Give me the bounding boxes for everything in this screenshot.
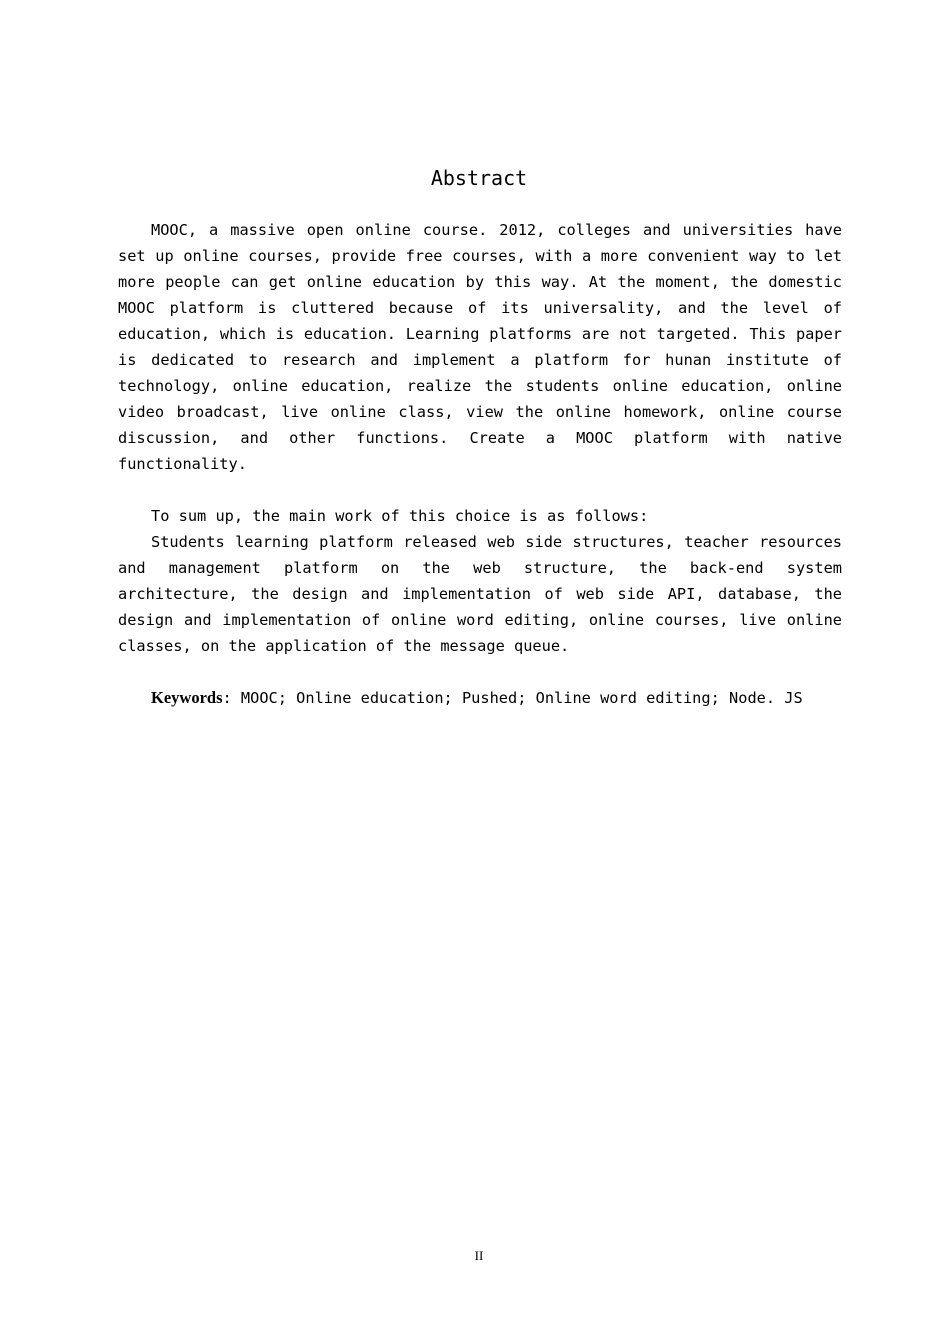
keywords-label: Keywords <box>151 688 223 707</box>
abstract-body-block-2 <box>118 503 842 659</box>
abstract-paragraph-intro: MOOC, a massive open online course. 2012, colleges and universities have set up online courses, provide free courses, with a more convenient way to let more people can get online education by this way. At the moment, the domestic MOOC platform is cluttered because of its universality, and the level of education, which is education. Learning platforms are not targeted. This paper is dedicated to research and implement a platform for hunan institute of technology, online education, realize the students online education, online video broadcast, live online class, view the online homework, online course discussion, and other functions. Create a MOOC platform with native functionality. <box>118 221 842 473</box>
keywords-list: : MOOC; Online education; Pushed; Online word editing; Node. JS <box>222 689 803 707</box>
abstract-paragraph-main-work: Students learning platform released web side structures, teacher resources and management platform on the web structure, the back-end system architecture, the design and implementation of web side API, database, the design and implementation of online word editing, online courses, live online classes, on the application of the message queue. <box>118 533 842 655</box>
keywords-line <box>151 685 851 711</box>
page-number: II <box>474 1248 484 1263</box>
abstract-paragraph-summary: To sum up, the main work of this choice is as follows: <box>151 507 649 525</box>
abstract-body-block-1 <box>118 217 842 477</box>
abstract-title: Abstract <box>430 166 528 190</box>
